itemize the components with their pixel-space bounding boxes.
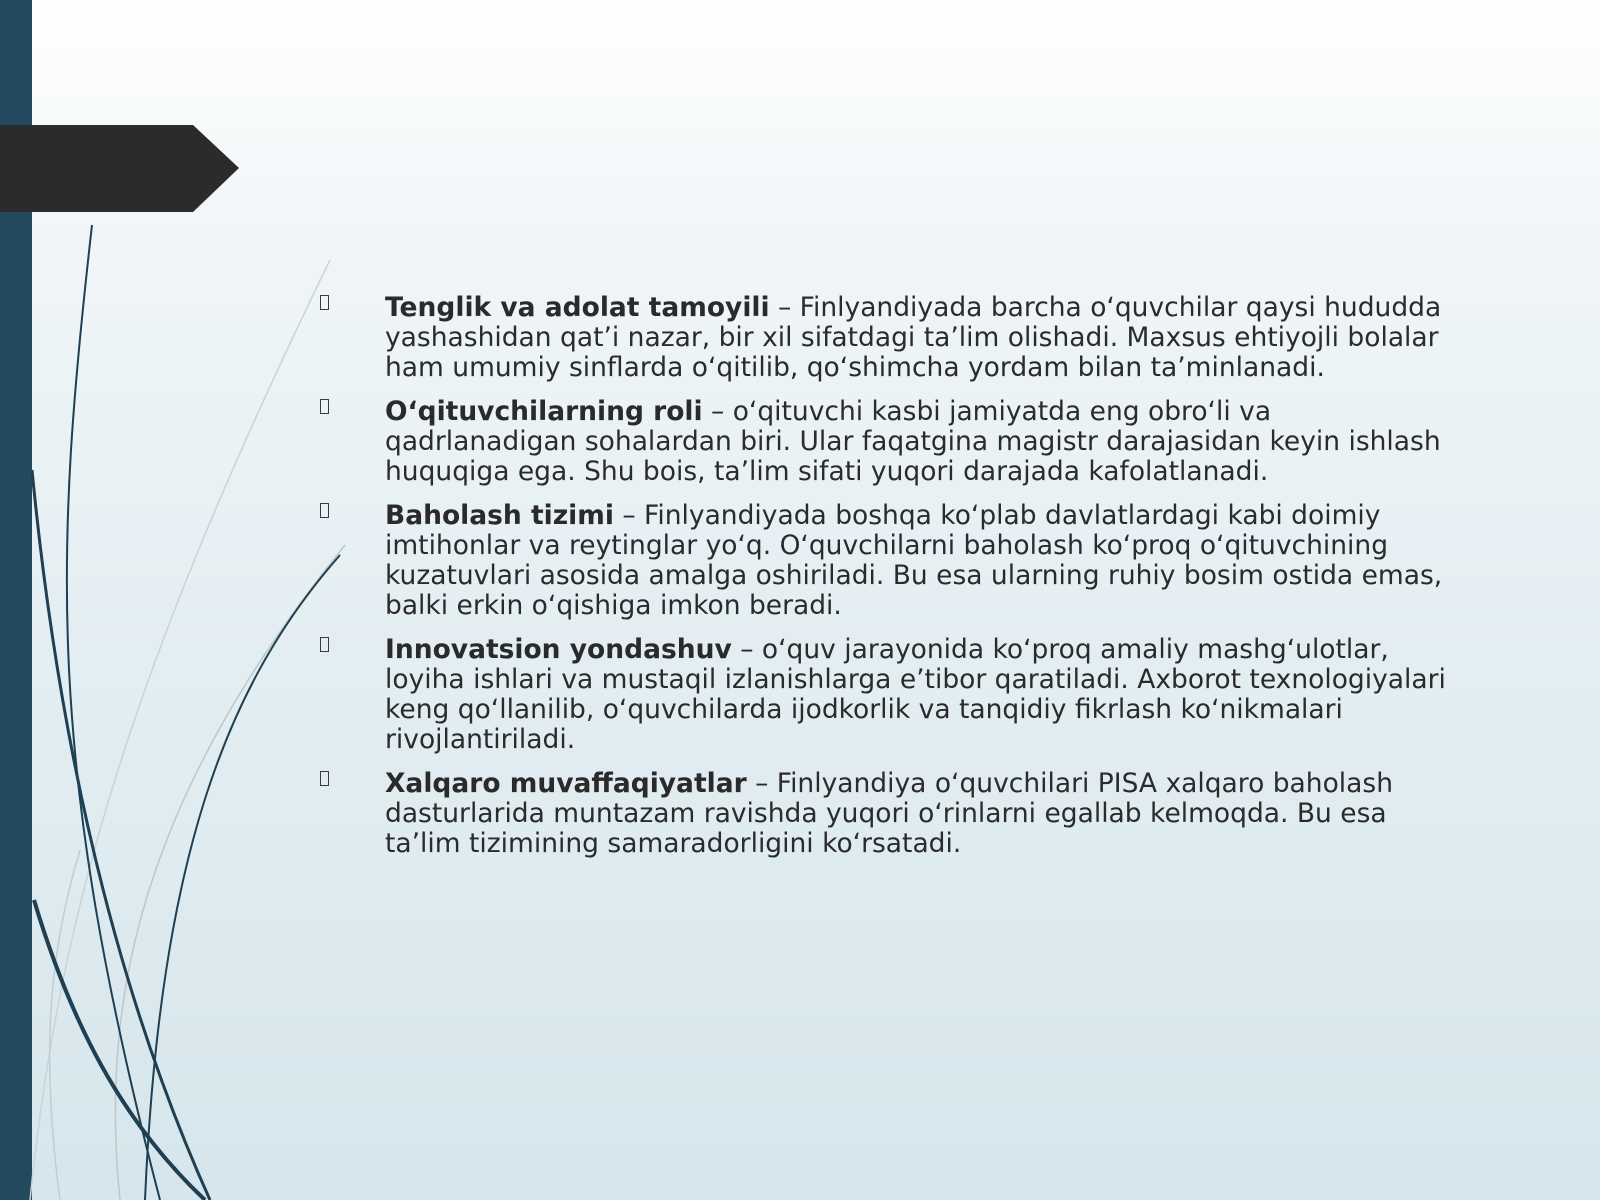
decor-line-dark-2 [32, 470, 210, 1200]
bullet-description: – oʻqituvchi kasbi jamiyatda eng obroʻli va qadrlanadigan sohalardan biri. Ular faqatgina magistr darajasidan keyin ishlash huquqiga ega. Shu bois, taʼlim sifati yuqori darajada kafolatlanadi. [385, 396, 1441, 487]
title-arrow-shape [0, 0, 240, 215]
bullet-item-innovation [320, 635, 1470, 755]
bullet-term: Baholash tizimi [385, 500, 614, 531]
bullet-list [320, 293, 1470, 873]
bullet-item-assessment [320, 501, 1470, 621]
missing-glyph-box-icon [320, 637, 329, 652]
bullet-item-teachers-role [320, 397, 1470, 487]
missing-glyph-box-icon [320, 503, 329, 518]
missing-glyph-box-icon [320, 771, 329, 786]
decor-line-dark-1 [67, 225, 160, 1200]
bullet-description: – Finlyandiya oʻquvchilari PISA xalqaro baholash dasturlarida muntazam ravishda yuqori oʻrinlarni egallab kelmoqda. Bu esa taʼlim tizimining samaradorligini koʻrsatadi. [385, 768, 1394, 859]
bullet-item-equality [320, 293, 1470, 383]
decor-line-light-2 [115, 545, 345, 1200]
bullet-term: Innovatsion yondashuv [385, 634, 732, 665]
bullet-term: Xalqaro muvaffaqiyatlar [385, 768, 747, 799]
decor-line-dark-4 [145, 555, 340, 1200]
missing-glyph-box-icon [320, 399, 329, 414]
bullet-term: Oʻqituvchilarning roli [385, 396, 703, 427]
bullet-item-international-success [320, 769, 1470, 859]
bullet-term: Tenglik va adolat tamoyili [385, 292, 770, 323]
bullet-description: – Finlyandiyada barcha oʻquvchilar qaysi hududda yashashidan qatʼi nazar, bir xil sifatdagi taʼlim olishadi. Maxsus ehtiyojli bolalar ham umumiy sinflarda oʻqitilib, qoʻshimcha yordam bilan taʼminlanadi. [385, 292, 1442, 383]
missing-glyph-box-icon [320, 295, 329, 310]
bullet-description: – oʻquv jarayonida koʻproq amaliy mashgʻulotlar, loyiha ishlari va mustaqil izlanishlarga eʼtibor qaratiladi. Axborot texnologiyalari keng qoʻllanilib, oʻquvchilarda ijodkorlik va tanqidiy fikrlash koʻnikmalari rivojlantiriladi. [385, 634, 1446, 755]
bullet-description: – Finlyandiyada boshqa koʻplab davlatlardagi kabi doimiy imtihonlar va reytinglar yoʻq. Oʻquvchilarni baholash koʻproq oʻqituvchining kuzatuvlari asosida amalga oshiriladi. Bu esa ularning ruhiy bosim ostida emas, balki erkin oʻqishiga imkon beradi. [385, 500, 1443, 621]
